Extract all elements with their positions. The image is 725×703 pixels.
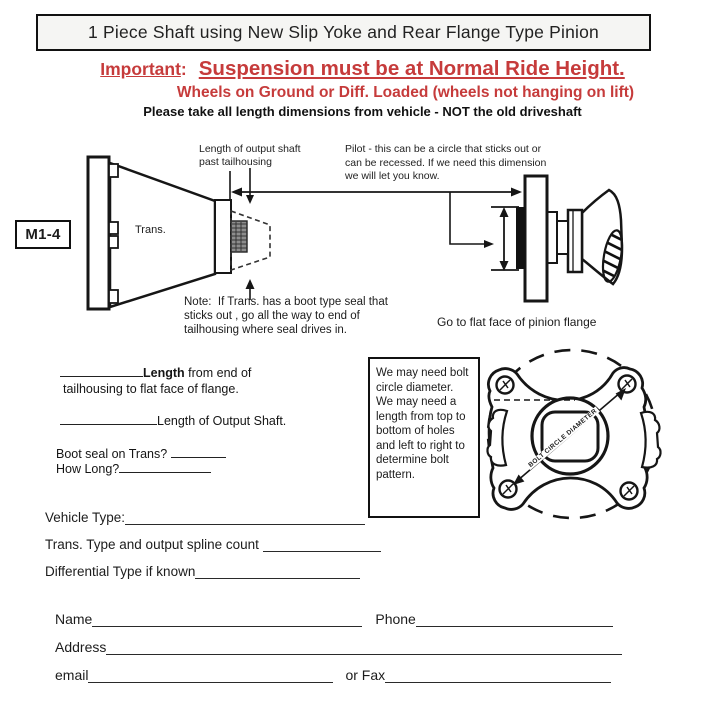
boot-seal-length-row	[56, 459, 316, 478]
length-to-flange-label-line2: tailhousing to flat face of flange.	[63, 381, 239, 396]
ride-condition-note: Wheels on Ground or Diff. Loaded (wheels not hanging on lift)	[176, 84, 635, 101]
diff-type-field[interactable]	[195, 563, 360, 579]
transmission-diagram	[88, 157, 270, 309]
model-code-badge: M1-4	[15, 220, 71, 249]
length-to-flange-label-bold: Length	[143, 366, 185, 380]
boot-seal-field[interactable]	[171, 444, 226, 458]
vehicle-type-row	[45, 509, 365, 525]
page-title: 1 Piece Shaft using New Slip Yoke and Rear Flange Type Pinion	[36, 14, 651, 51]
vehicle-type-label: Vehicle Type:	[45, 510, 126, 525]
boot-seal-length-question: How Long?	[56, 462, 120, 476]
trans-type-field[interactable]	[263, 536, 381, 552]
length-to-flange-field[interactable]	[60, 363, 143, 377]
email-label: email	[55, 667, 89, 683]
important-label: Important	[100, 59, 181, 79]
length-to-flange-label: from end of	[184, 366, 252, 380]
fax-field[interactable]	[385, 667, 611, 683]
output-shaft-length-field[interactable]	[60, 411, 157, 425]
boot-seal-question: Boot seal on Trans?	[56, 447, 168, 461]
trans-type-row	[45, 536, 381, 552]
fax-label: or Fax	[345, 667, 386, 683]
important-separator: :	[180, 59, 187, 79]
diff-type-label: Differential Type if known	[45, 564, 196, 579]
bolt-circle-diameter-label: BOLT CIRCLE DIAMETER	[527, 407, 599, 469]
vehicle-type-field[interactable]	[125, 509, 365, 525]
name-label: Name	[55, 611, 93, 627]
name-field[interactable]	[92, 611, 362, 627]
address-row	[55, 639, 622, 655]
output-shaft-length-row	[60, 411, 320, 430]
diff-type-row	[45, 563, 360, 579]
output-shaft-length-label: Length of Output Shaft.	[157, 414, 287, 428]
phone-field[interactable]	[416, 611, 613, 627]
trans-type-label: Trans. Type and output spline count	[45, 537, 259, 552]
phone-label: Phone	[375, 611, 416, 627]
transmission-label: Trans.	[135, 224, 166, 236]
pilot-callout: Pilot - this can be a circle that sticks out or can be recessed. If we need this dimension we will let you know.	[345, 143, 547, 182]
ride-height-warning: Suspension must be at Normal Ride Height.	[198, 57, 625, 80]
output-shaft-callout: Length of output shaft past tailhousing	[199, 143, 301, 168]
boot-seal-length-field[interactable]	[119, 459, 211, 473]
pinion-flange-caption: Go to flat face of pinion flange	[437, 315, 597, 329]
email-fax-row	[55, 667, 611, 683]
address-label: Address	[55, 639, 107, 655]
bolt-circle-diagram	[487, 350, 660, 518]
boot-seal-note: Note: If Trans. has a boot type seal that sticks out , go all the way to end of tailhousing where seal drives in.	[184, 296, 392, 336]
important-warning	[0, 57, 725, 81]
email-field[interactable]	[88, 667, 333, 683]
length-dimension-arrow	[231, 188, 522, 249]
address-field[interactable]	[106, 639, 622, 655]
bolt-pattern-note-box: We may need bolt circle diameter. We may need a length from top to bottom of holes and left to right to determine bolt pattern.	[368, 357, 480, 518]
name-phone-row	[55, 611, 613, 627]
measurement-instruction: Please take all length dimensions from vehicle - NOT the old driveshaft	[143, 104, 582, 119]
length-to-flange-row	[60, 363, 310, 397]
